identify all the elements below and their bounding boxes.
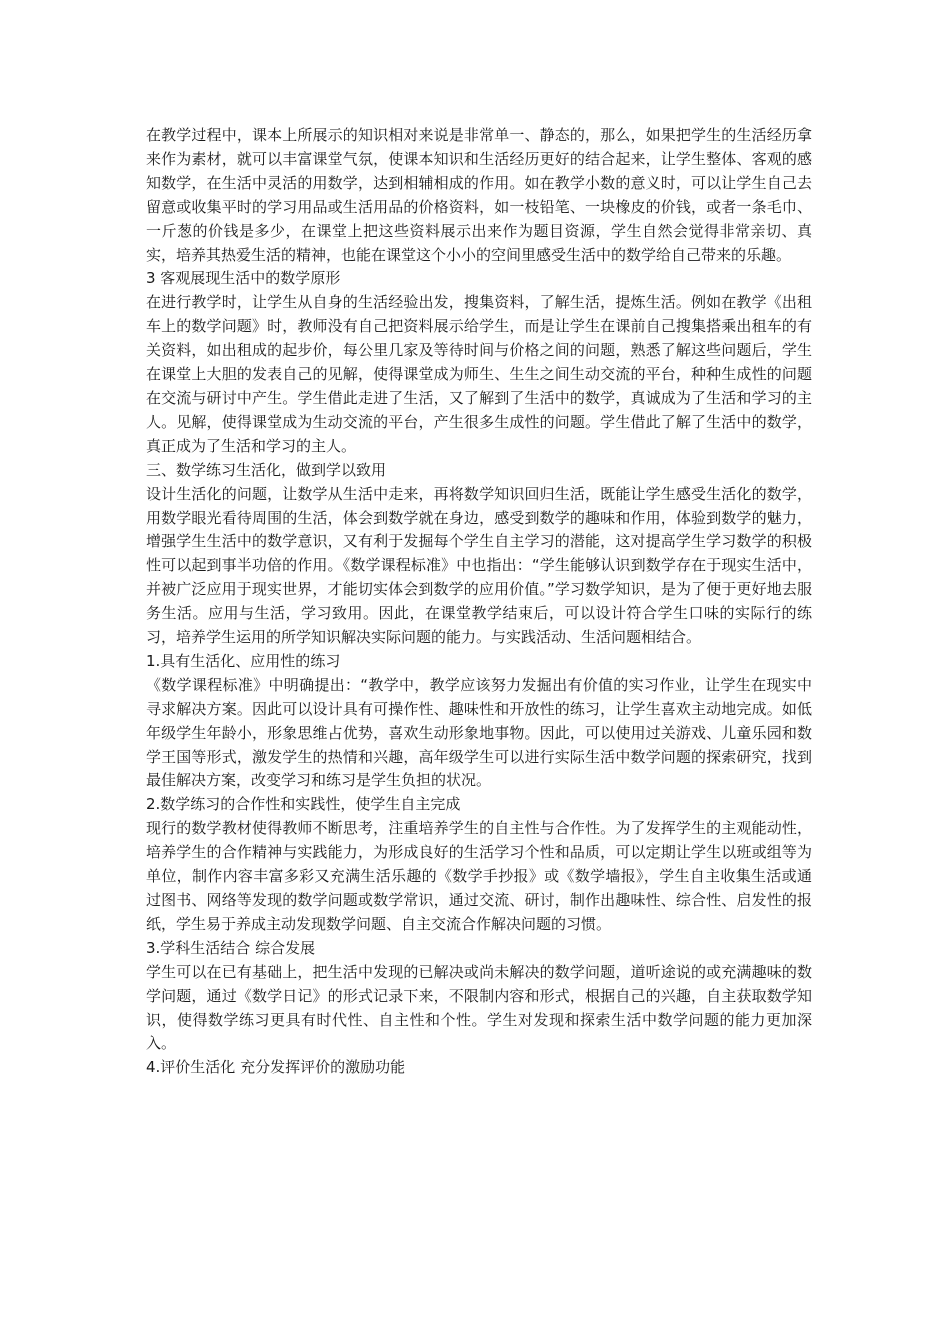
paragraph-curriculum-standard: 《数学课程标准》中明确提出：“教学中，教学应该努力发掘出有价值的实习作业，让学生在现实中寻求解决方案。因此可以设计具有可操作性、趣味性和开放性的练习，让学生喜欢主动地完成。如低年级学生年龄小，形象思维占优势，喜欢生动形象地事物。因此，可以使用过关游戏、儿童乐园和数学王国等形式，激发学生的热情和兴趣，高年级学生可以进行实际生活中数学问题的探索研究，找到最佳解决方案，改变学习和练习是学生负担的状况。 [146,675,812,790]
heading-section-three: 三、数学练习生活化，做到学以致用 [146,460,387,479]
heading-3-subject-integration: 3.学科生活结合 综合发展 [146,938,316,957]
paragraph-life-problems: 设计生活化的问题，让数学从生活中走来，再将数学知识回归生活，既能让学生感受生活化的数学，用数学眼光看待周围的生活，体会到数学就在身边，感受到数学的趣味和作用，体验到数学的魅力，增强学生生活中的数学意识，又有利于发掘每个学生自主学习的潜能，这对提高学生学习数学的积极性可以起到事半功倍的作用。《数学课程标准》中也指出：“学生能够认识到数学存在于现实生活中，并被广泛应用于现实世界，才能切实体会到数学的应用价值。”学习数学知识，是为了便于更好地去服务生活。应用与生活，学习致用。因此，在课堂教学结束后，可以设计符合学生口味的实际行的练习，培养学生运用的所学知识解决实际问题的能力。与实践活动、生活问题相结合。 [146,484,812,647]
heading-4-evaluation: 4.评价生活化 充分发挥评价的激励功能 [146,1058,406,1077]
paragraph-taxi-example: 在进行教学时，让学生从自身的生活经验出发，搜集资料，了解生活，提炼生活。例如在教学《出租车上的数学问题》时，教师没有自己把资料展示给学生，而是让学生在课前自己搜集搭乘出租车的有关资料，如出租成的起步价，每公里几家及等待时间与价格之间的问题，熟悉了解这些问题后，学生在课堂上大胆的发表自己的见解，使得课堂成为师生、生生之间生动交流的平台，种种生成性的问题在交流与研讨中产生。学生借此走进了生活，又了解到了生活中的数学，真诚成为了生活和学习的主人。见解，使得课堂成为生动交流的平台，产生很多生成性的问题。学生借此了解了生活中的数学，真正成为了生活和学习的主人。 [146,293,812,455]
paragraph-handwritten-newspaper: 现行的数学教材使得教师不断思考，注重培养学生的自主性与合作性。为了发挥学生的主观能动性，培养学生的合作精神与实践能力，为形成良好的生活学习个性和品质，可以定期让学生以班或组等为单位，制作内容丰富多彩又充满生活乐趣的《数学手抄报》或《数学墙报》，学生自主收集生活或通过图书、网络等发现的数学问题或数学常识，通过交流、研讨，制作出趣味性、综合性、启发性的报纸，学生易于养成主动发现数学问题、自主交流合作解决问题的习惯。 [146,819,812,933]
heading-3-math-prototype: 3 客观展现生活中的数学原形 [146,269,341,288]
heading-2-cooperative-exercises: 2.数学练习的合作性和实践性，使学生自主完成 [146,795,461,814]
paragraph-math-diary: 学生可以在已有基础上，把生活中发现的已解决或尚未解决的数学问题，道听途说的或充满趣味的数学问题，通过《数学日记》的形式记录下来，不限制内容和形式，根据自己的兴趣，自主获取数学知识，使得数学练习更具有时代性、自主性和个性。学生对发现和探索生活中数学问题的能力更加深入。 [146,962,812,1053]
paragraph-intro: 在教学过程中，课本上所展示的知识相对来说是非常单一、静态的，那么，如果把学生的生活经历拿来作为素材，就可以丰富课堂气氛，使课本知识和生活经历更好的结合起来，让学生整体、客观的感知数学，在生活中灵活的用数学，达到相辅相成的作用。如在教学小数的意义时，可以让学生自己去留意或收集平时的学习用品或生活用品的价格资料，如一枝铅笔、一块橡皮的价钱，或者一条毛巾、一斤葱的价钱是多少，在课堂上把这些资料展示出来作为题目资源，学生自然会觉得非常亲切、真实，培养其热爱生活的精神，也能在课堂这个小小的空间里感受生活中的数学给自己带来的乐趣。 [146,126,812,264]
heading-1-applied-exercises: 1.具有生活化、应用性的练习 [146,651,341,670]
